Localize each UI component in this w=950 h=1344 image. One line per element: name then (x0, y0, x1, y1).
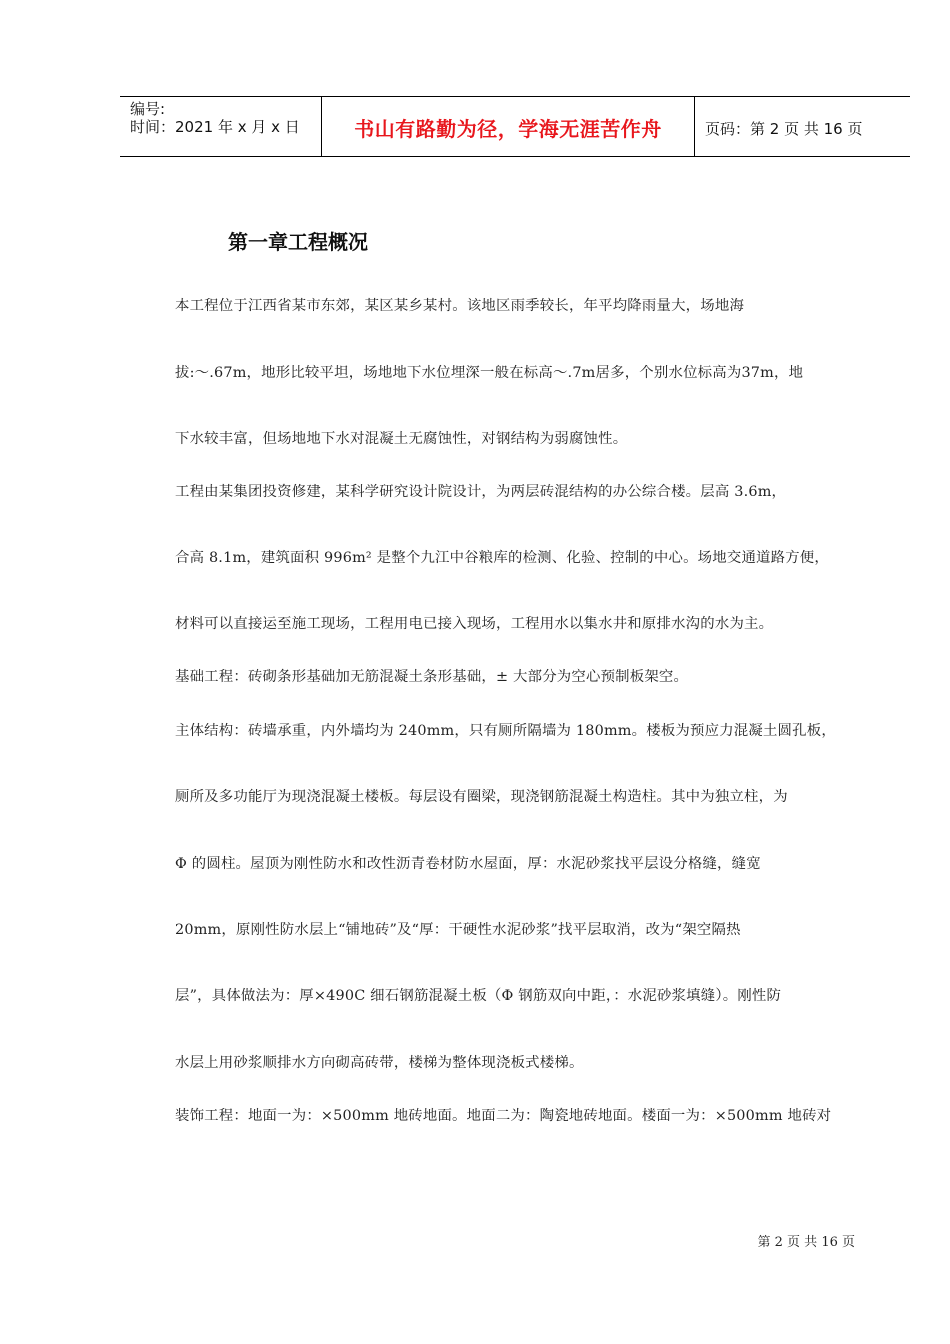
header-bottom-border (120, 156, 910, 157)
body-line: 20mm，原刚性防水层上“铺地砖”及“厚：干硬性水泥砂浆”找平层取消，改为“架空隔热 (175, 922, 741, 938)
date-label: 时间：2021 年 x 月 x 日 (130, 118, 300, 136)
body-line: Φ 的圆柱。屋顶为刚性防水和改性沥青卷材防水屋面，厚：水泥砂浆找平层设分格缝，缝宽 (175, 856, 761, 872)
chapter-title: 第一章工程概况 (228, 230, 368, 254)
body-line: 层”，具体做法为：厚×490C 细石钢筋混凝土板（Φ 钢筋双向中距，：水泥砂浆填缝）。刚性防 (175, 988, 782, 1004)
body-line: 基础工程：砖砌条形基础加无筋混凝土条形基础，± 大部分为空心预制板架空。 (175, 669, 689, 685)
header-top-border (120, 96, 910, 97)
serial-number-label: 编号: (130, 100, 166, 118)
body-line: 合高 8.1m，建筑面积 996m² 是整个九江中谷粮库的检测、化验、控制的中心。场地交通道路方便， (175, 550, 829, 566)
body-line: 本工程位于江西省某市东郊，某区某乡某村。该地区雨季较长，年平均降雨量大，场地海 (175, 298, 745, 314)
header-page-number: 页码：第 2 页 共 16 页 (705, 120, 863, 138)
body-line: 装饰工程：地面一为：×500mm 地砖地面。地面二为：陶瓷地砖地面。楼面一为：×500mm 地砖对 (175, 1108, 832, 1124)
body-line: 材料可以直接运至施工现场，工程用电已接入现场，工程用水以集水井和原排水沟的水为主。 (175, 616, 774, 632)
header-motto: 书山有路勤为径，学海无涯苦作舟 (354, 117, 662, 141)
body-line: 拔:～.67m，地形比较平坦，场地地下水位埋深一般在标高～.7m居多，个别水位标高为37m，地 (175, 365, 804, 381)
body-line: 水层上用砂浆顺排水方向砌高砖带，楼梯为整体现浇板式楼梯。 (175, 1055, 584, 1071)
body-line: 工程由某集团投资修建，某科学研究设计院设计，为两层砖混结构的办公综合楼。层高 3.6m， (175, 484, 787, 500)
header-divider-right (694, 96, 695, 157)
footer-page-number: 第 2 页 共 16 页 (757, 1235, 855, 1250)
body-line: 下水较丰富，但场地地下水对混凝土无腐蚀性，对钢结构为弱腐蚀性。 (175, 431, 628, 447)
body-line: 主体结构：砖墙承重，内外墙均为 240mm，只有厕所隔墙为 180mm。楼板为预应力混凝土圆孔板， (175, 723, 836, 739)
body-line: 厕所及多功能厅为现浇混凝土楼板。每层设有圈梁，现浇钢筋混凝土构造柱。其中为独立柱，为 (175, 789, 788, 805)
